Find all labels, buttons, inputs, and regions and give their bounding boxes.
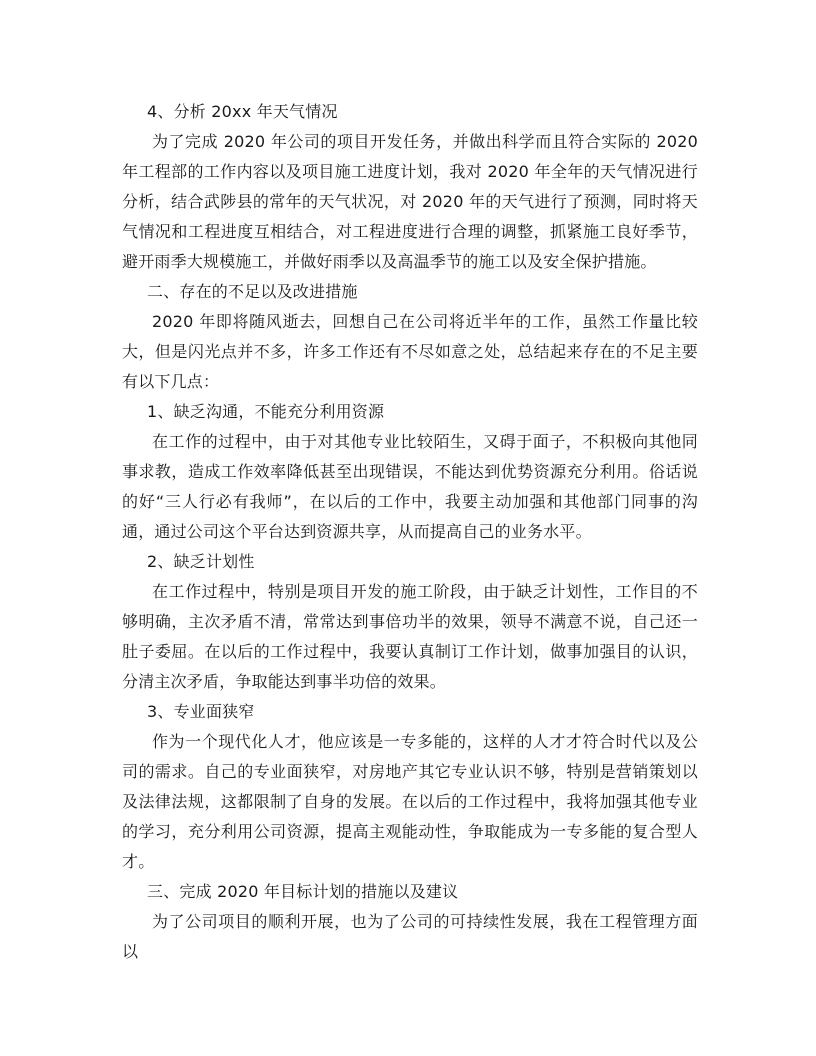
section-heading-weather: 4、分析 20xx 年天气情况 [147,102,338,121]
paragraph-weather: 为了完成 2020 年公司的项目开发任务，并做出科学而且符合实际的 2020 年工程部的工作内容以及项目施工进度计划，我对 2020 年全年的天气情况进行分析，结合武陟县的常年的天气状况，对 2020 年的天气进行了预测，同时将天气情况和工程进度互相结合，对工程进度进行合理的调整，抓紧施工良好季节，避开雨季大规模施工，并做好雨季以及高温季节的施工以及安全保护措施。 [122,132,698,271]
paragraph-planning: 在工作过程中，特别是项目开发的施工阶段，由于缺乏计划性，工作目的不够明确，主次矛盾不清，常常达到事倍功半的效果，领导不满意不说，自己还一肚子委屈。在以后的工作过程中，我要认真制订工作计划，做事加强目的认识，分清主次矛盾，争取能达到事半功倍的效果。 [122,582,698,691]
section-heading-goals: 三、完成 2020 年目标计划的措施以及建议 [147,882,459,901]
section-heading-shortcomings: 二、存在的不足以及改进措施 [147,282,358,301]
paragraph-communication: 在工作的过程中，由于对其他专业比较陌生，又碍于面子，不积极向其他同事求教，造成工作效率降低甚至出现错误，不能达到优势资源充分利用。俗话说的好“三人行必有我师”，在以后的工作中，我要主动加强和其他部门同事的沟通，通过公司这个平台达到资源共享，从而提高自己的业务水平。 [122,432,698,541]
paragraph-goals: 为了公司项目的顺利开展，也为了公司的可持续性发展，我在工程管理方面以 [122,912,698,961]
document-body [122,97,698,967]
subheading-communication: 1、缺乏沟通，不能充分利用资源 [147,402,385,421]
subheading-narrow-expertise: 3、专业面狭窄 [147,702,255,721]
paragraph-narrow-expertise: 作为一个现代化人才，他应该是一专多能的，这样的人才才符合时代以及公司的需求。自己的专业面狭窄，对房地产其它专业认识不够，特别是营销策划以及法律法规，这都限制了自身的发展。在以后的工作过程中，我将加强其他专业的学习，充分利用公司资源，提高主观能动性，争取能成为一专多能的复合型人才。 [122,732,698,871]
paragraph-shortcomings-intro: 2020 年即将随风逝去，回想自己在公司将近半年的工作，虽然工作量比较大，但是闪光点并不多，许多工作还有不尽如意之处，总结起来存在的不足主要有以下几点： [122,312,698,391]
subheading-planning: 2、缺乏计划性 [147,552,255,571]
